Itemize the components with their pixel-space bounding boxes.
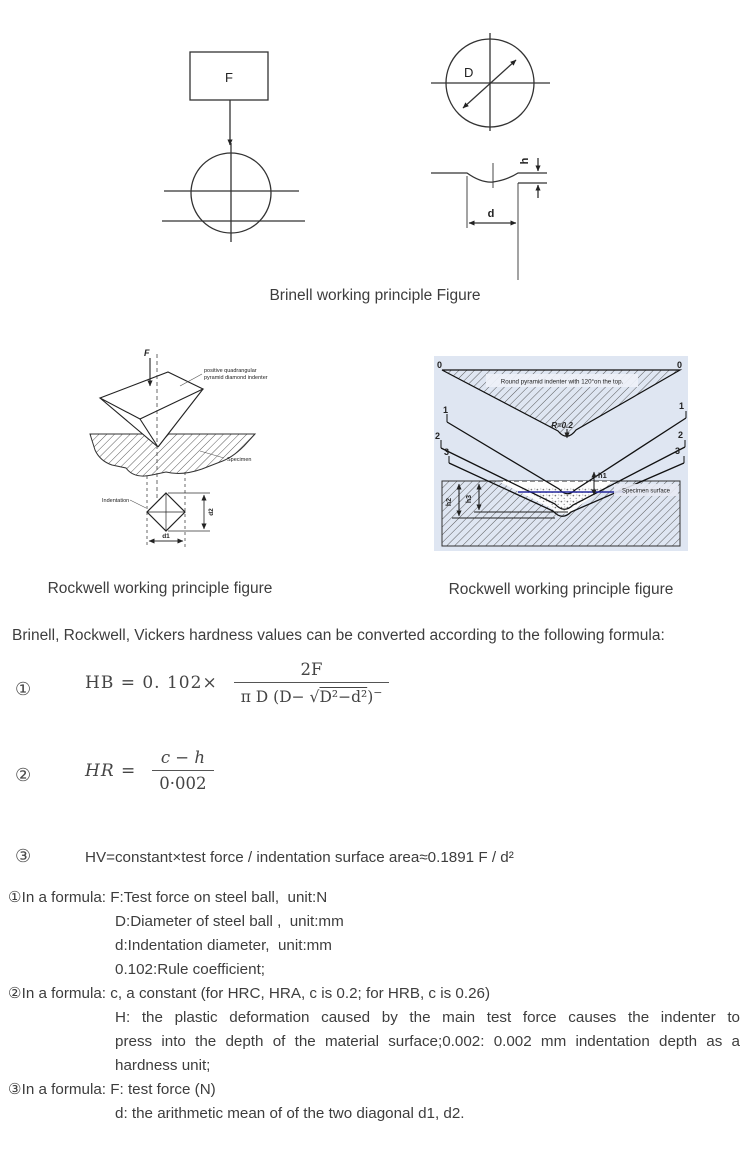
indentation-pointer (130, 500, 146, 508)
formula1 (85, 660, 389, 706)
formula1-fraction (234, 660, 390, 706)
level2-right: 2 (678, 430, 684, 440)
indenter-note-line1: positive quadrangular (204, 368, 257, 374)
note-line: H: the plastic deformation caused by the main test force causes the indenter to (115, 1009, 740, 1026)
note-line: D:Diameter of steel ball , unit:mm (115, 913, 344, 930)
rockwell-caption: Rockwell working principle figure (448, 581, 674, 598)
h3-label: h3 (466, 494, 473, 504)
diamond-indenter-figure (80, 344, 320, 572)
specimen-label: Specimen (227, 457, 252, 463)
indentation-label: Indentation (102, 498, 130, 504)
indentation-profile (431, 173, 547, 182)
d2-label: d2 (208, 508, 215, 516)
h1-label: h1 (598, 471, 607, 480)
formula1-number: ① (15, 679, 32, 699)
note-line: ③In a formula: F: test force (N) (8, 1081, 216, 1098)
level1-right: 1 (679, 401, 685, 411)
depth-label: h (519, 157, 531, 165)
note-line: d: the arithmetic mean of of the two diagonal d1, d2. (115, 1105, 465, 1122)
radical-sign: √ (309, 688, 320, 707)
note-line: hardness unit; (115, 1057, 211, 1074)
level3-right: 3 (675, 446, 681, 456)
indenter-note: Round pyramid indenter with 120°on the top. (500, 378, 624, 386)
note-line: d:Indentation diameter, unit:mm (115, 937, 332, 954)
formula2-lhs: HR = (85, 760, 137, 781)
note-line: ②In a formula: c, a constant (for HRC, HRA, c is 0.2; for HRB, c is 0.26) (8, 985, 491, 1002)
formula2 (85, 748, 214, 793)
brinell-caption: Brinell working principle Figure (269, 287, 481, 304)
formula2-denominator: 0·002 (152, 770, 213, 793)
surface-label: Specimen surface (621, 488, 671, 495)
force-label: F (144, 348, 150, 358)
rockwell-principle-figure (434, 356, 688, 551)
indent-diameter-label: d (487, 208, 495, 220)
level2-left: 2 (435, 431, 441, 441)
level0-left: 0 (437, 360, 443, 370)
formula3-number: ③ (15, 846, 32, 866)
indenter-note-line2: pyramid diamond indenter (204, 375, 268, 381)
d1-label: d1 (162, 533, 170, 540)
level1-left: 1 (443, 405, 449, 415)
formula-notes (8, 886, 740, 1126)
formula3: HV=constant×test force / indentation surface area≈0.1891 F / d² (85, 849, 514, 866)
indentation-mark (147, 493, 185, 531)
ball-diameter-label: D (464, 65, 474, 80)
formula1-lhs: HB = 0. 102× (85, 673, 218, 694)
tip-radius-label: R=0.2 (551, 421, 573, 430)
level3-left: 3 (444, 447, 450, 457)
force-label: F (225, 70, 233, 85)
formula1-numerator: 2F (300, 660, 323, 679)
note-line: ①In a formula: F:Test force on steel ball, unit:N (8, 889, 328, 906)
formula2-number: ② (15, 765, 32, 785)
vickers-caption: Rockwell working principle figure (47, 580, 273, 597)
formula2-numerator: c − h (160, 748, 205, 767)
specimen-block (90, 434, 255, 476)
formula1-denominator: π D (D− √D²−d²)− (234, 682, 390, 706)
brinell-principle-figure (150, 30, 570, 290)
h2-label: h2 (446, 497, 453, 507)
note-line: press into the depth of the material surface;0.002: 0.002 mm indentation depth as a (115, 1033, 740, 1050)
conversion-intro: Brinell, Rockwell, Vickers hardness values can be converted according to the following formula: (12, 627, 665, 644)
note-line: 0.102:Rule coefficient; (115, 961, 266, 978)
level0-right: 0 (677, 360, 683, 370)
formula2-fraction (152, 748, 213, 793)
